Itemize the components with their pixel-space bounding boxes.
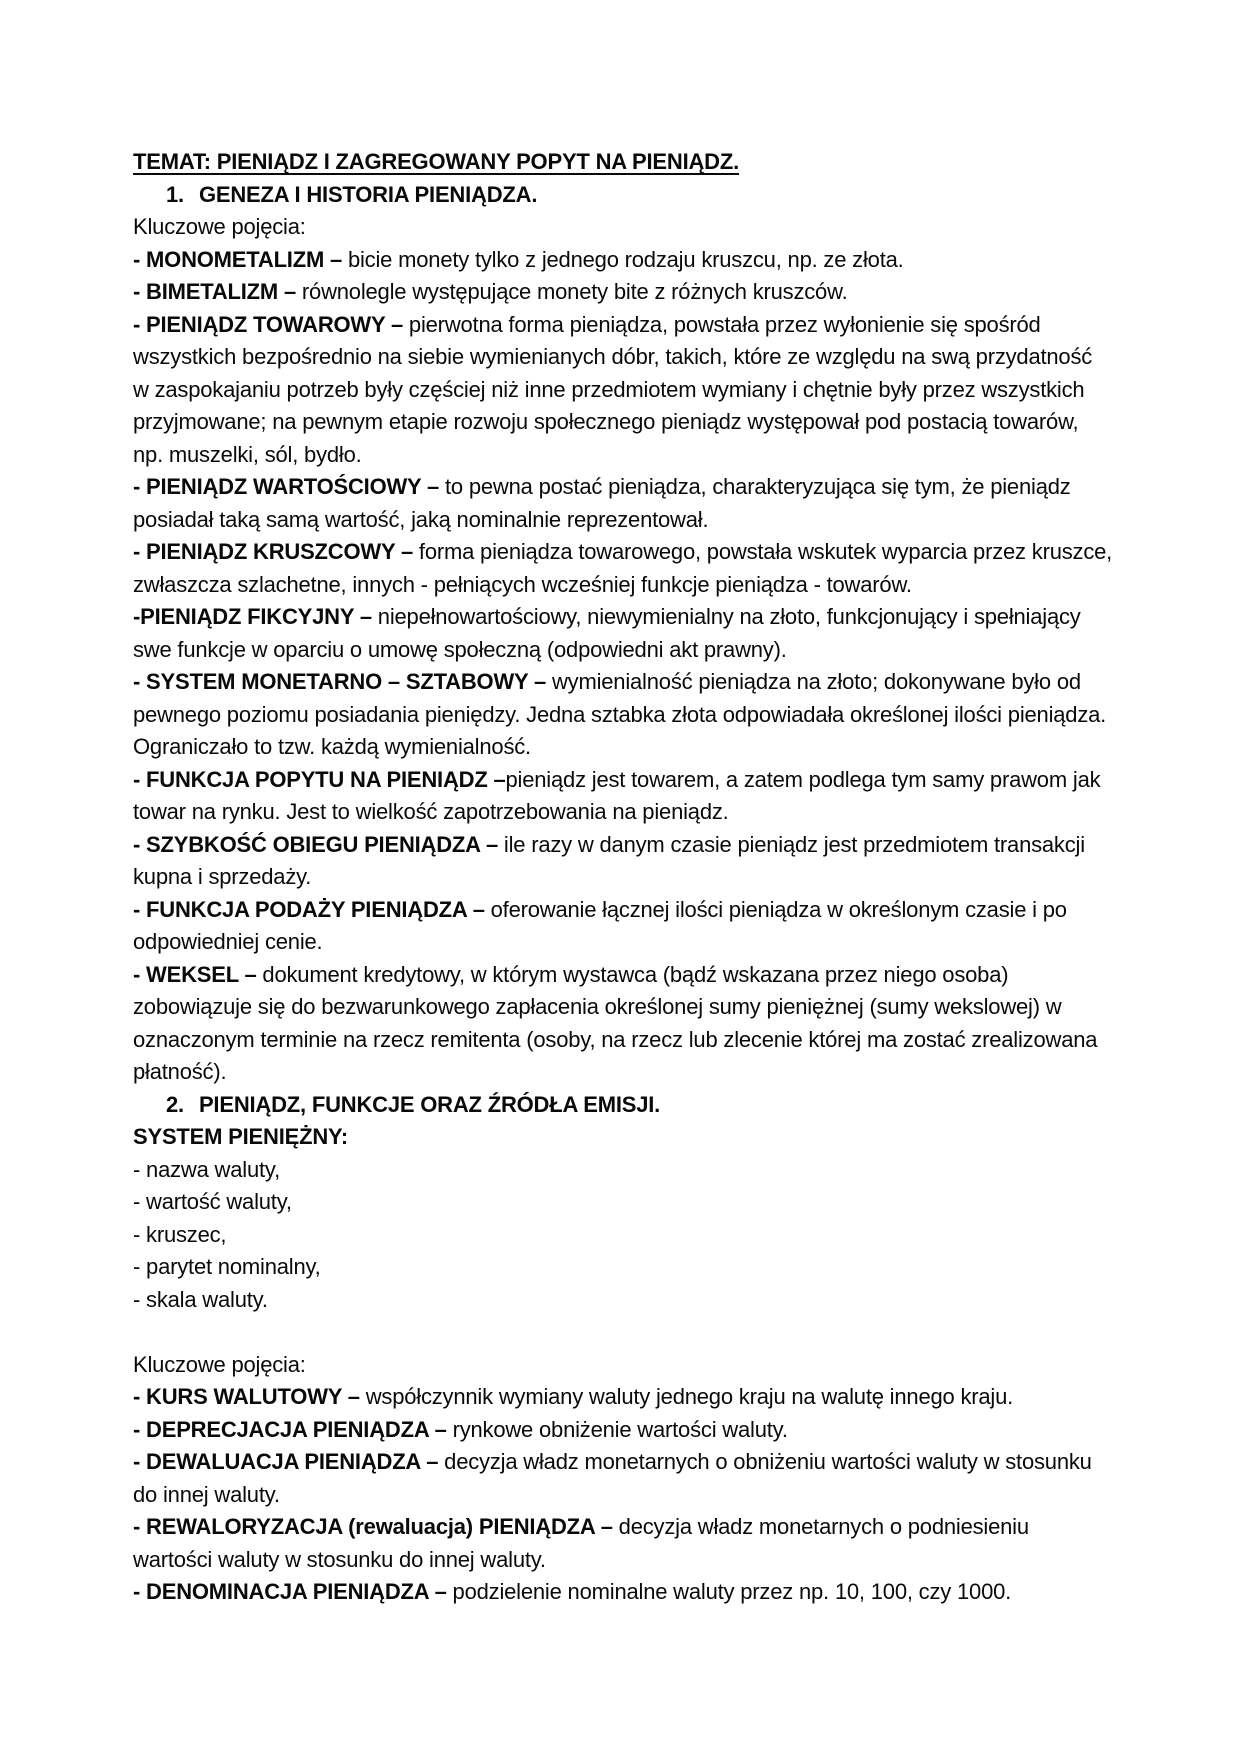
definition-text: forma pieniądza towarowego, powstała wskutek wyparcia przez kruszce, zwłaszcza szlachetne, innych - pełniących wcześniej funkcje pieniądza - towarów. (133, 539, 1113, 597)
definition-text: to pewna postać pieniądza, charakteryzująca się tym, że pieniądz posiadał taką samą wartość, jaką nominalnie reprezentował. (133, 474, 1071, 532)
definition-text: oferowanie łącznej ilości pieniądza w określonym czasie i po odpowiedniej cenie. (133, 896, 1067, 954)
definition-item (133, 276, 1113, 309)
definition-text: pieniądz jest towarem, a zatem podlega tym samy prawom jak towar na rynku. Jest to wielkość zapotrzebowania na pieniądz. (133, 766, 1101, 824)
term-label: - WEKSEL – (133, 961, 257, 987)
term-label: - BIMETALIZM – (133, 279, 296, 304)
section2-heading-text: PIENIĄDZ, FUNKCJE ORAZ ŹRÓDŁA EMISJI. (198, 1091, 661, 1117)
term-label: - FUNKCJA POPYTU NA PIENIĄDZ – (133, 766, 506, 792)
definition-item (133, 1446, 1113, 1511)
section2-intro: Kluczowe pojęcia: (133, 1351, 306, 1377)
document-content (133, 146, 1113, 1609)
definition-text: współczynnik wymiany waluty jednego kraju na walutę innego kraju. (359, 1384, 1014, 1409)
section1-intro: Kluczowe pojęcia: (133, 214, 306, 239)
term-label: - PIENIĄDZ KRUSZCOWY – (133, 539, 413, 564)
definition-text: rynkowe obniżenie wartości waluty. (446, 1416, 788, 1442)
definition-item (133, 1381, 1113, 1414)
term-label: - SYSTEM MONETARNO – SZTABOWY – (133, 669, 547, 694)
definition-item (133, 1511, 1113, 1576)
term-label: - SZYBKOŚĆ OBIEGU PIENIĄDZA – (133, 831, 498, 857)
section1-heading-text: GENEZA I HISTORIA PIENIĄDZA. (198, 181, 538, 207)
document-title: TEMAT: PIENIĄDZ I ZAGREGOWANY POPYT NA PIENIĄDZ. (133, 149, 740, 174)
definition-item (133, 309, 1113, 472)
definition-item (133, 244, 1113, 277)
term-label: - REWALORYZACJA (rewaluacja) PIENIĄDZA – (133, 1514, 613, 1539)
list-item: - nazwa waluty, (133, 1156, 280, 1182)
definition-text: decyzja władz monetarnych o obniżeniu wartości waluty w stosunku do innej waluty. (133, 1449, 1092, 1507)
definition-item (133, 601, 1113, 666)
definition-item (133, 894, 1113, 959)
definition-text: niepełnowartościowy, niewymienialny na złoto, funkcjonujący i spełniający swe funkcje w oparciu o umowę społeczną (odpowiedni akt prawny). (133, 604, 1081, 662)
term-label: - KURS WALUTOWY – (133, 1384, 360, 1409)
list-item: - parytet nominalny, (133, 1254, 321, 1279)
section2-subheading: SYSTEM PIENIĘŻNY: (133, 1124, 348, 1149)
definition-item (133, 764, 1113, 829)
section1-heading (133, 179, 1113, 212)
term-label: - DENOMINACJA PIENIĄDZA – (133, 1579, 447, 1604)
definition-item (133, 1414, 1113, 1447)
definition-item (133, 959, 1113, 1089)
section2-number: 2. (166, 1091, 184, 1117)
definition-item (133, 1576, 1113, 1609)
definition-item (133, 829, 1113, 894)
term-label: - DEPRECJACJA PIENIĄDZA – (133, 1416, 447, 1442)
definition-text: pierwotna forma pieniądza, powstała przez wyłonienie się spośród wszystkich bezpośrednio na siebie wymienianych dóbr, takich, które ze względu na swą przydatność w zaspokajaniu potrzeb były częściej niż inne przedmiotem wymiany i chętnie były przez wszystkich przyjmowane; na pewnym etapie rozwoju społecznego pieniądz występował pod postacią towarów, np. muszelki, sól, bydło. (133, 311, 1093, 467)
list-item: - kruszec, (133, 1221, 227, 1247)
term-label: - DEWALUACJA PIENIĄDZA – (133, 1449, 439, 1474)
term-label: - PIENIĄDZ TOWAROWY – (133, 311, 404, 337)
section1-number: 1. (166, 181, 184, 207)
term-label: - FUNKCJA PODAŻY PIENIĄDZA – (133, 896, 485, 922)
definition-text: bicie monety tylko z jednego rodzaju kruszcu, np. ze złota. (342, 246, 904, 272)
term-label: -PIENIĄDZ FIKCYJNY – (133, 604, 372, 629)
definition-item (133, 536, 1113, 601)
list-item: - skala waluty. (133, 1286, 268, 1312)
definition-text: decyzja władz monetarnych o podniesieniu wartości waluty w stosunku do innej waluty. (133, 1514, 1029, 1572)
section2-heading (133, 1089, 1113, 1122)
term-label: - PIENIĄDZ WARTOŚCIOWY – (133, 474, 440, 499)
definition-text: podzielenie nominalne waluty przez np. 10, 100, czy 1000. (446, 1579, 1012, 1604)
definition-text: ile razy w danym czasie pieniądz jest przedmiotem transakcji kupna i sprzedaży. (133, 831, 1085, 889)
definition-item (133, 471, 1113, 536)
definition-text: równolegle występujące monety bite z różnych kruszców. (296, 279, 848, 304)
definition-item (133, 666, 1113, 764)
definition-text: wymienialność pieniądza na złoto; dokonywane było od pewnego poziomu posiadania pieniędzy. Jedna sztabka złota odpowiadała określonej ilości pieniądza. Ograniczało to tzw. każdą wymienialność. (133, 669, 1107, 759)
list-item: - wartość waluty, (133, 1189, 292, 1214)
definition-text: dokument kredytowy, w którym wystawca (bądź wskazana przez niego osoba) zobowiązuje się do bezwarunkowego zapłacenia określonej sumy pieniężnej (sumy wekslowej) w oznaczonym terminie na rzecz remitenta (osoby, na rzecz lub zlecenie której ma zostać zrealizowana płatność). (133, 961, 1098, 1084)
term-label: - MONOMETALIZM – (133, 246, 343, 272)
